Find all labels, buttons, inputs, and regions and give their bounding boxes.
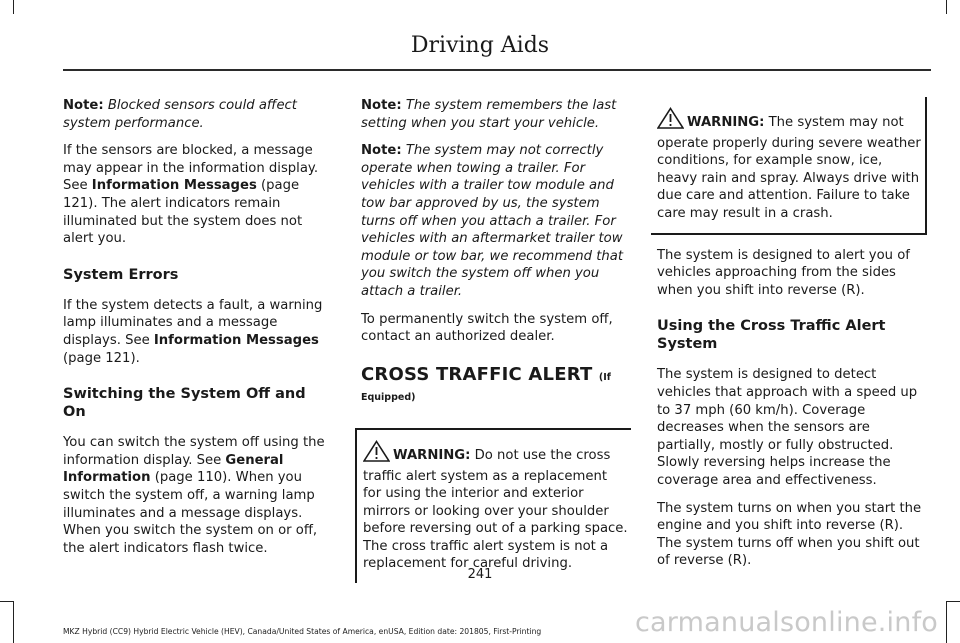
- note-blocked-sensors: [63, 97, 333, 132]
- text: (page 110). When you switch the system off, a warning lamp illuminates and a message displays. When you switch the system on or off, the alert indicators flash twice.: [63, 470, 318, 556]
- text: (page 121).: [63, 350, 140, 366]
- page-header-title: Driving Aids: [410, 33, 550, 58]
- warning-box: [355, 428, 631, 583]
- text: If the sensors are blocked, a message may appear in the information display. See: [63, 143, 319, 194]
- section-suffix: (If Equipped): [361, 371, 611, 404]
- note-text: Blocked sensors could affect system performance.: [63, 98, 297, 131]
- note-text: The system remembers the last setting when you start your vehicle.: [361, 98, 617, 131]
- crop-mark-bottom-right-h: [946, 601, 960, 602]
- warning-label: WARNING:: [393, 447, 471, 463]
- warning-triangle-icon: [363, 440, 390, 468]
- watermark: carmanualsonline.info: [635, 607, 938, 638]
- column-1: [63, 97, 333, 567]
- crop-mark-bottom-right-v: [946, 601, 947, 643]
- paragraph-system-errors: [63, 297, 333, 367]
- footer-edition-info: MKZ Hybrid (CC9) Hybrid Electric Vehicle (HEV), Canada/United States of America, enUSA, Edition date: 201805, First-Printing: [63, 627, 542, 636]
- text: If the system detects a fault, a warning lamp illuminates and a message displays. See: [63, 297, 323, 348]
- page-number: 241: [467, 567, 493, 582]
- warning-triangle-icon: [657, 107, 684, 135]
- note-text: The system may not correctly operate when towing a trailer. For vehicles with a trailer tow module and tow bar approved by us, the system turns off when you attach a trailer. For vehicles with an aftermarket trailer tow module or tow bar, we recommend that you switch the system off when you attach a trailer.: [361, 143, 624, 299]
- warning-text: The system may not operate properly during severe weather conditions, for example snow, ice, heavy rain and spray. Always drive with due care and attention. Failure to take care may result in a crash.: [657, 115, 921, 221]
- paragraph-blocked-sensors: [63, 142, 333, 248]
- note-label: Note:: [361, 143, 402, 159]
- note-label: Note:: [361, 98, 402, 113]
- section-title: CROSS TRAFFIC ALERT: [361, 363, 593, 385]
- column-3: [657, 97, 927, 580]
- crop-mark-bottom-left-h: [0, 601, 14, 602]
- xref-link[interactable]: Information Messages: [153, 332, 319, 348]
- warning-text: Do not use the cross traffic alert system as a replacement for using the interior and exterior mirrors or looking over your shoulder before reversing out of a parking space. The cross traffic alert system is not a replacement for careful driving.: [363, 447, 628, 572]
- paragraph-switching: [63, 434, 333, 557]
- text: You can switch the system off using the information display. See: [63, 435, 325, 468]
- note-label: Note:: [63, 98, 104, 113]
- crop-mark-bottom-left-v: [13, 601, 14, 643]
- xref-link[interactable]: General Information: [63, 452, 284, 486]
- text: (page 121). The alert indicators remain illuminated but the system does not alert you.: [63, 178, 303, 247]
- crop-mark-top-right-v: [946, 0, 947, 14]
- column-2: [361, 97, 631, 583]
- warning-label: WARNING:: [687, 115, 765, 130]
- crop-mark-top-left-v: [13, 0, 14, 14]
- section-heading-cross-traffic-alert: [361, 363, 631, 407]
- header-rule: [63, 69, 931, 71]
- paragraph-system-alert: The system is designed to alert you of vehicles approaching from the sides when you shift into reverse (R).: [657, 247, 910, 298]
- note-last-setting: [361, 97, 631, 132]
- warning-box: [651, 97, 927, 235]
- paragraph-permanent-off: To permanently switch the system off, contact an authorized dealer.: [361, 311, 613, 345]
- xref-link[interactable]: Information Messages: [91, 178, 257, 194]
- paragraph-detect-vehicles: The system is designed to detect vehicles that approach with a speed up to 37 mph (60 km/h). Coverage decreases when the sensors are partially, mostly or fully obstructed. Slowly reversing helps increase the coverage area and effectiveness.: [657, 367, 918, 488]
- paragraph-turns-on: The system turns on when you start the engine and you shift into reverse (R). The system turns off when you shift out of reverse (R).: [657, 500, 922, 569]
- heading-using-cta: Using the Cross Traffic Alert System: [657, 318, 886, 353]
- heading-switching-off-on: Switching the System Off and On: [63, 386, 306, 421]
- note-towing: [361, 142, 631, 300]
- heading-system-errors: System Errors: [63, 266, 179, 283]
